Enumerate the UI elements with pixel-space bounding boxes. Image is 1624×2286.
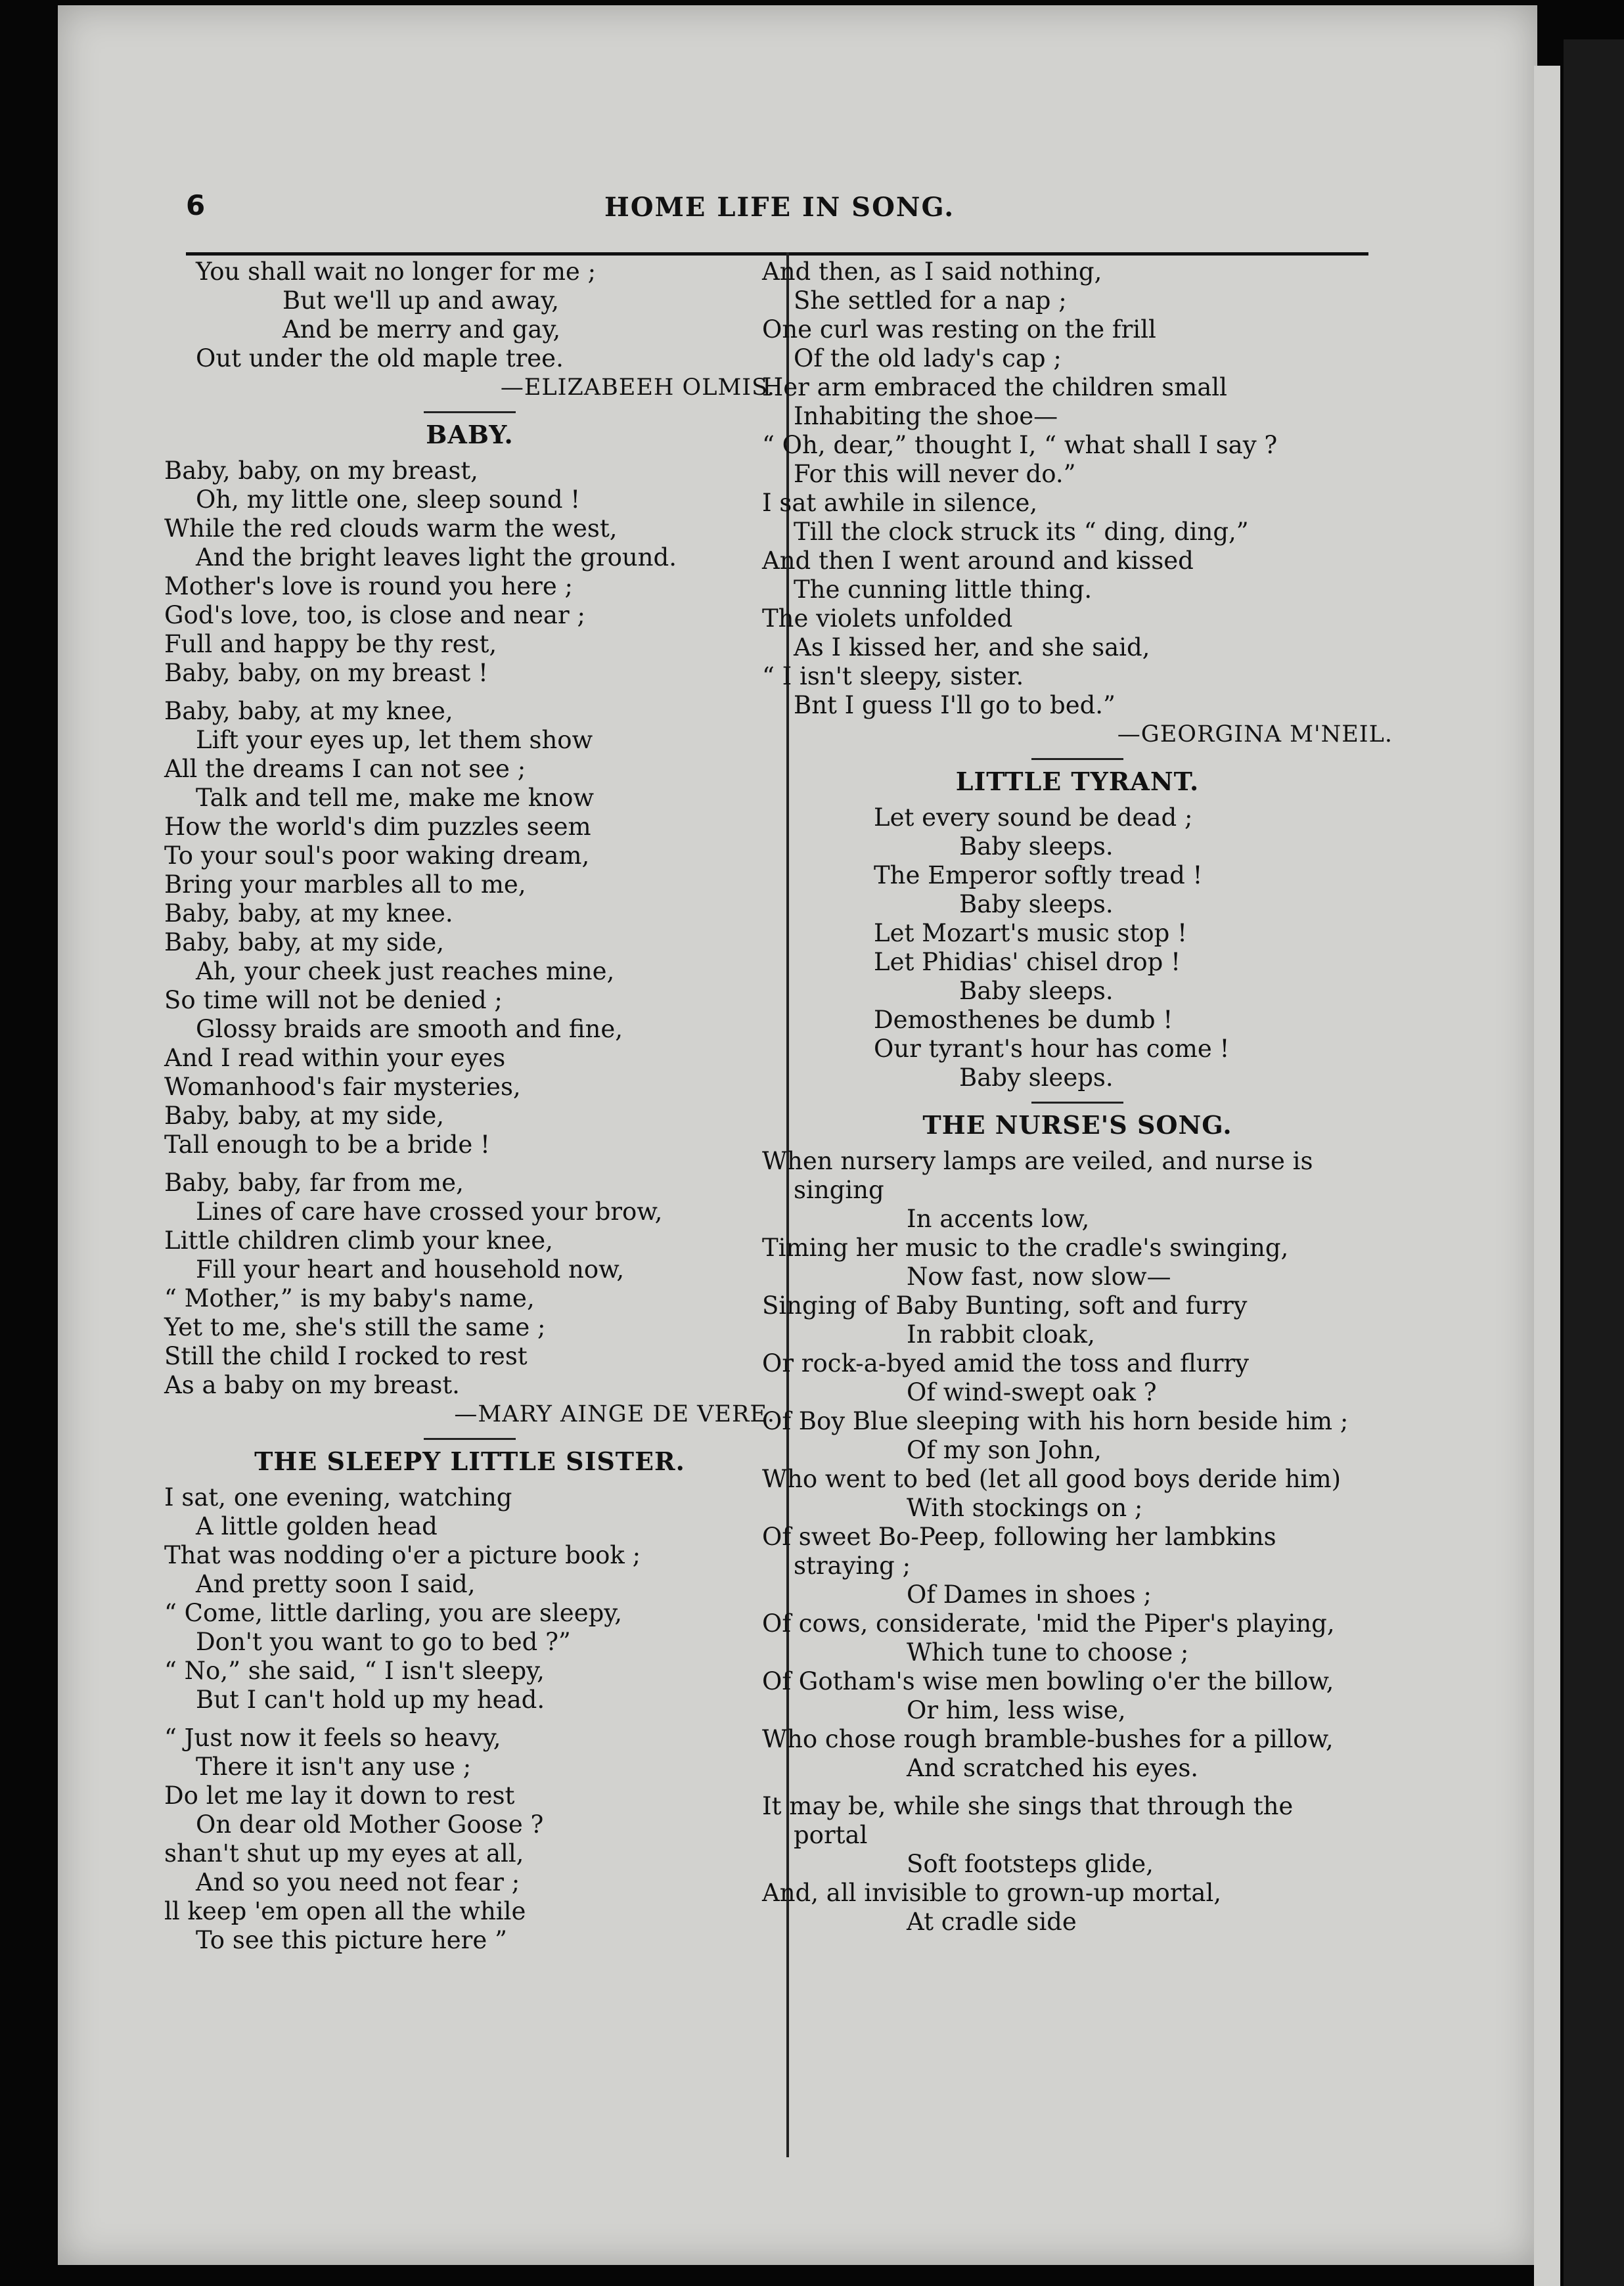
poem-line: Glossy braids are smooth and fine, xyxy=(196,1015,623,1043)
poem-line: All the dreams I can not see ; xyxy=(164,755,526,783)
right-column xyxy=(762,258,1393,1937)
poem-line: Who chose rough bramble-bushes for a pillow, xyxy=(762,1725,1334,1753)
poem-line: Baby, baby, on my breast, xyxy=(164,457,478,485)
poem-line: Which tune to choose ; xyxy=(907,1638,1189,1667)
poem-line: Out under the old maple tree. xyxy=(196,344,564,372)
running-title: HOME LIFE IN SONG. xyxy=(604,192,955,223)
poem-line: The Emperor softly tread ! xyxy=(874,861,1203,889)
stanza xyxy=(164,1724,775,1955)
left-column xyxy=(164,258,775,1955)
stanza xyxy=(164,697,775,928)
poem-line: “ Mother,” is my baby's name, xyxy=(164,1284,535,1312)
poem-line: Baby sleeps. xyxy=(959,890,1114,918)
section-ornament xyxy=(424,1438,516,1440)
poem-line: At cradle side xyxy=(907,1908,1077,1936)
poem-line: “ Oh, dear,” thought I, “ what shall I say ? xyxy=(762,431,1278,459)
poem-line: Of wind-swept oak ? xyxy=(907,1378,1157,1406)
poem-line: And then I went around and kissed xyxy=(762,547,1194,575)
poem-line: “ No,” she said, “ I isn't sleepy, xyxy=(164,1657,545,1685)
poem-line: And be merry and gay, xyxy=(282,315,561,344)
page-number: 6 xyxy=(186,189,206,221)
poem-line: Baby sleeps. xyxy=(959,1064,1114,1092)
poem-line: When nursery lamps are veiled, and nurse is xyxy=(762,1147,1313,1175)
poem-author: —GEORGINA M'NEIL. xyxy=(1117,721,1393,748)
poem-line: Lift your eyes up, let them show xyxy=(196,726,593,754)
poem-line: Mother's love is round you here ; xyxy=(164,572,573,600)
poem-line: Timing her music to the cradle's swinging, xyxy=(762,1234,1289,1262)
poem-line: Our tyrant's hour has come ! xyxy=(874,1035,1230,1063)
poem-line: ll keep 'em open all the while xyxy=(164,1897,526,1925)
poem-line: But I can't hold up my head. xyxy=(196,1686,545,1714)
stanza xyxy=(762,1147,1393,1937)
poem-title: LITTLE TYRANT. xyxy=(955,767,1200,796)
stanza xyxy=(762,803,1393,1092)
poem-title: BABY. xyxy=(426,420,514,449)
poem-line: How the world's dim puzzles seem xyxy=(164,813,591,841)
poem-line: Baby, baby, at my knee, xyxy=(164,697,453,725)
poem-line: Lines of care have crossed your brow, xyxy=(196,1198,663,1226)
poem-line: Baby, baby, at my side, xyxy=(164,1102,444,1130)
intro-poem-ending xyxy=(164,258,775,402)
poem-line: Or rock-a-byed amid the toss and flurry xyxy=(762,1349,1250,1378)
poem-line: “ Come, little darling, you are sleepy, xyxy=(164,1599,623,1627)
poem-line: Demosthenes be dumb ! xyxy=(874,1006,1173,1034)
poem-line: While the red clouds warm the west, xyxy=(164,514,618,543)
poem-line: Baby, baby, far from me, xyxy=(164,1169,464,1197)
poem-line: Oh, my little one, sleep sound ! xyxy=(196,485,581,514)
poem-line: I sat, one evening, watching xyxy=(164,1483,512,1512)
poem-line: Of cows, considerate, 'mid the Piper's playing, xyxy=(762,1609,1335,1638)
poem-line: singing xyxy=(794,1176,884,1204)
poem-line: Soft footsteps glide, xyxy=(907,1850,1154,1878)
poem-line: For this will never do.” xyxy=(794,460,1076,488)
poem-line: Baby sleeps. xyxy=(959,977,1114,1005)
poem-line: Let every sound be dead ; xyxy=(874,803,1193,832)
stanza xyxy=(164,928,775,1159)
poem-line: And, all invisible to grown-up mortal, xyxy=(762,1879,1222,1907)
poem-line: God's love, too, is close and near ; xyxy=(164,601,585,629)
poem-line: To your soul's poor waking dream, xyxy=(164,841,590,870)
poem-line: Bring your marbles all to me, xyxy=(164,870,526,899)
stanza xyxy=(164,1483,775,1714)
poem-line: Still the child I rocked to rest xyxy=(164,1342,528,1370)
poem-line: It may be, while she sings that through the xyxy=(762,1792,1294,1820)
poem-line: Of Boy Blue sleeping with his horn beside him ; xyxy=(762,1407,1349,1435)
poem-line: Till the clock struck its “ ding, ding,” xyxy=(794,518,1249,546)
stanza xyxy=(762,258,1393,720)
poem-title: THE NURSE'S SONG. xyxy=(922,1110,1232,1140)
poem-line: A little golden head xyxy=(196,1512,438,1540)
poem-line: And the bright leaves light the ground. xyxy=(196,543,677,572)
poem-line: Baby, baby, on my breast ! xyxy=(164,659,488,687)
poem-line: Full and happy be thy rest, xyxy=(164,630,497,658)
poem-line: Fill your heart and household now, xyxy=(196,1255,625,1284)
poem-line: With stockings on ; xyxy=(907,1494,1143,1522)
poem-line: To see this picture here ” xyxy=(196,1926,507,1954)
poem-line: I sat awhile in silence, xyxy=(762,489,1038,517)
poem-line: Or him, less wise, xyxy=(907,1696,1126,1724)
poem-line: One curl was resting on the frill xyxy=(762,315,1156,344)
poem-line: Bnt I guess I'll go to bed.” xyxy=(794,691,1116,719)
poem-line: And pretty soon I said, xyxy=(196,1570,476,1598)
poem-author: —MARY AINGE DE VERE. xyxy=(454,1401,775,1427)
poem-line: The violets unfolded xyxy=(762,604,1013,633)
poem-line: Who went to bed (let all good boys deride him) xyxy=(762,1465,1342,1493)
poem-line: Ah, your cheek just reaches mine, xyxy=(196,957,615,985)
poem-line: Singing of Baby Bunting, soft and furry xyxy=(762,1291,1248,1320)
poem-author: —ELIZABEEH OLMIS. xyxy=(500,374,775,401)
poem-line: Baby, baby, at my knee. xyxy=(164,899,453,928)
next-page-edge xyxy=(1564,39,1624,2286)
poem-line: The cunning little thing. xyxy=(794,575,1093,604)
poem-line: As a baby on my breast. xyxy=(164,1371,460,1399)
poem-line: Let Phidias' chisel drop ! xyxy=(874,948,1181,976)
poem-line: Baby sleeps. xyxy=(959,832,1114,861)
poem-line: And I read within your eyes xyxy=(164,1044,506,1072)
poem-line: Inhabiting the shoe— xyxy=(794,402,1058,430)
poem-line: Her arm embraced the children small xyxy=(762,373,1227,401)
poem-line: shan't shut up my eyes at all, xyxy=(164,1839,524,1868)
poem-line: And scratched his eyes. xyxy=(907,1754,1199,1782)
poem-line: Let Mozart's music stop ! xyxy=(874,919,1187,947)
section-ornament xyxy=(1031,1102,1123,1104)
poem-line: You shall wait no longer for me ; xyxy=(196,258,597,286)
poem-line: In accents low, xyxy=(907,1205,1090,1233)
stanza xyxy=(164,1169,775,1400)
poem-line: Don't you want to go to bed ?” xyxy=(196,1628,571,1656)
stanza xyxy=(164,457,775,688)
poem-line: Yet to me, she's still the same ; xyxy=(164,1313,546,1341)
poem-line: “ I isn't sleepy, sister. xyxy=(762,662,1024,690)
poem-line: Now fast, now slow— xyxy=(907,1263,1171,1291)
poem-line: Of Gotham's wise men bowling o'er the billow, xyxy=(762,1667,1334,1695)
poem-line: Of my son John, xyxy=(907,1436,1102,1464)
poem-line: As I kissed her, and she said, xyxy=(794,633,1150,661)
poem-line: On dear old Mother Goose ? xyxy=(196,1810,544,1839)
poem-line: straying ; xyxy=(794,1552,911,1580)
poem-line: Little children climb your knee, xyxy=(164,1226,553,1255)
poem-line: In rabbit cloak, xyxy=(907,1320,1095,1349)
poem-line: So time will not be denied ; xyxy=(164,986,503,1014)
poem-title: THE SLEEPY LITTLE SISTER. xyxy=(254,1446,685,1476)
poem-line: Of sweet Bo-Peep, following her lambkins xyxy=(762,1523,1276,1551)
section-ornament xyxy=(424,411,516,413)
poem-line: She settled for a nap ; xyxy=(794,286,1067,315)
poem-line: Of the old lady's cap ; xyxy=(794,344,1062,372)
poem-line: Baby, baby, at my side, xyxy=(164,928,444,956)
header-rule xyxy=(186,252,1368,256)
poem-line: Of Dames in shoes ; xyxy=(907,1580,1152,1609)
page-binding xyxy=(1534,66,1560,2286)
poem-line: And so you need not fear ; xyxy=(196,1868,520,1896)
poem-line: Talk and tell me, make me know xyxy=(196,784,595,812)
poem-line: But we'll up and away, xyxy=(282,286,559,315)
poem-line: There it isn't any use ; xyxy=(196,1753,472,1781)
poem-line: That was nodding o'er a picture book ; xyxy=(164,1541,641,1569)
poem-line: “ Just now it feels so heavy, xyxy=(164,1724,501,1752)
section-ornament xyxy=(1031,758,1123,760)
poem-line: Do let me lay it down to rest xyxy=(164,1782,515,1810)
poem-line: portal xyxy=(794,1821,868,1849)
poem-line: Tall enough to be a bride ! xyxy=(164,1131,490,1159)
poem-line: Womanhood's fair mysteries, xyxy=(164,1073,521,1101)
poem-line: And then, as I said nothing, xyxy=(762,258,1102,286)
